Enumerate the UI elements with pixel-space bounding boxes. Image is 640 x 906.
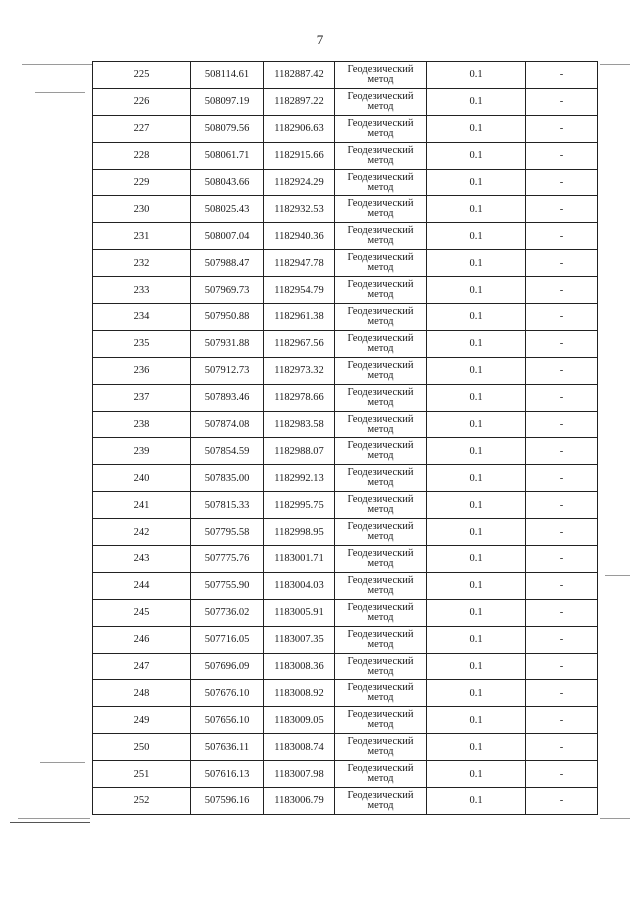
accuracy-cell: 0.1 [427,546,526,573]
note-cell: - [526,62,598,89]
scan-artifact-left-3 [40,762,85,763]
table-row [93,115,598,142]
point-number-cell: 232 [93,250,191,277]
method-line-1: Геодезический [347,521,414,533]
y-coordinate-cell: 1182961.38 [264,304,335,331]
point-number-cell: 245 [93,599,191,626]
y-coordinate-cell: 1182992.13 [264,465,335,492]
y-coordinate-cell: 1182924.29 [264,169,335,196]
point-number-cell: 251 [93,761,191,788]
y-coordinate-cell: 1183005.91 [264,599,335,626]
method-cell [335,599,427,626]
scan-artifact-left-4 [18,818,90,819]
y-coordinate-cell: 1183008.74 [264,734,335,761]
method-line-1: Геодезический [347,413,414,425]
x-coordinate-cell: 507893.46 [191,384,264,411]
accuracy-cell: 0.1 [427,626,526,653]
method-line-2: метод [367,127,394,139]
x-coordinate-cell: 507676.10 [191,680,264,707]
method-line-1: Геодезический [347,763,414,775]
method-line-2: метод [367,181,394,193]
method-line-1: Геодезический [347,386,414,398]
accuracy-cell: 0.1 [427,680,526,707]
method-line-2: метод [367,100,394,112]
table-row [93,626,598,653]
y-coordinate-cell: 1183004.03 [264,572,335,599]
method-line-1: Геодезический [347,117,414,129]
note-cell: - [526,626,598,653]
coordinates-table [92,61,598,815]
y-coordinate-cell: 1183001.71 [264,546,335,573]
method-cell [335,142,427,169]
method-line-2: метод [367,235,394,247]
table-row [93,411,598,438]
note-cell: - [526,761,598,788]
point-number-cell: 247 [93,653,191,680]
y-coordinate-cell: 1182954.79 [264,277,335,304]
y-coordinate-cell: 1182995.75 [264,492,335,519]
x-coordinate-cell: 507616.13 [191,761,264,788]
method-cell [335,519,427,546]
method-cell [335,626,427,653]
point-number-cell: 230 [93,196,191,223]
y-coordinate-cell: 1182915.66 [264,142,335,169]
y-coordinate-cell: 1182906.63 [264,115,335,142]
method-line-2: метод [367,799,394,811]
y-coordinate-cell: 1182932.53 [264,196,335,223]
table-row [93,142,598,169]
x-coordinate-cell: 507988.47 [191,250,264,277]
accuracy-cell: 0.1 [427,707,526,734]
accuracy-cell: 0.1 [427,142,526,169]
point-number-cell: 233 [93,277,191,304]
x-coordinate-cell: 507815.33 [191,492,264,519]
y-coordinate-cell: 1182947.78 [264,250,335,277]
method-cell [335,653,427,680]
y-coordinate-cell: 1182887.42 [264,62,335,89]
note-cell: - [526,492,598,519]
method-cell [335,357,427,384]
method-line-1: Геодезический [347,736,414,748]
method-line-2: метод [367,262,394,274]
scan-artifact-right-2 [605,575,630,576]
y-coordinate-cell: 1183009.05 [264,707,335,734]
table-row [93,546,598,573]
x-coordinate-cell: 507636.11 [191,734,264,761]
y-coordinate-cell: 1182973.32 [264,357,335,384]
accuracy-cell: 0.1 [427,357,526,384]
note-cell: - [526,277,598,304]
table-row [93,599,598,626]
y-coordinate-cell: 1182988.07 [264,438,335,465]
table-row [93,680,598,707]
accuracy-cell: 0.1 [427,572,526,599]
accuracy-cell: 0.1 [427,304,526,331]
method-cell [335,438,427,465]
method-line-2: метод [367,289,394,301]
note-cell: - [526,653,598,680]
method-line-1: Геодезический [347,63,414,75]
accuracy-cell: 0.1 [427,465,526,492]
method-cell [335,680,427,707]
method-cell [335,707,427,734]
table-row [93,304,598,331]
accuracy-cell: 0.1 [427,492,526,519]
point-number-cell: 229 [93,169,191,196]
accuracy-cell: 0.1 [427,115,526,142]
table-row [93,438,598,465]
table-row [93,465,598,492]
method-line-1: Геодезический [347,547,414,559]
accuracy-cell: 0.1 [427,277,526,304]
method-line-1: Геодезический [347,440,414,452]
page-number: 7 [316,32,324,47]
point-number-cell: 252 [93,788,191,815]
table-row [93,88,598,115]
note-cell: - [526,788,598,815]
note-cell: - [526,223,598,250]
method-line-2: метод [367,154,394,166]
table-row [93,384,598,411]
point-number-cell: 241 [93,492,191,519]
method-line-2: метод [367,719,394,731]
x-coordinate-cell: 507912.73 [191,357,264,384]
accuracy-cell: 0.1 [427,88,526,115]
note-cell: - [526,250,598,277]
x-coordinate-cell: 507931.88 [191,330,264,357]
y-coordinate-cell: 1183008.92 [264,680,335,707]
x-coordinate-cell: 507755.90 [191,572,264,599]
x-coordinate-cell: 507596.16 [191,788,264,815]
x-coordinate-cell: 507656.10 [191,707,264,734]
method-line-1: Геодезический [347,198,414,210]
method-cell [335,250,427,277]
method-cell [335,492,427,519]
point-number-cell: 248 [93,680,191,707]
table-row [93,196,598,223]
scan-artifact-left-2 [35,92,85,93]
note-cell: - [526,330,598,357]
method-cell [335,465,427,492]
y-coordinate-cell: 1183008.36 [264,653,335,680]
method-line-2: метод [367,477,394,489]
accuracy-cell: 0.1 [427,734,526,761]
method-cell [335,277,427,304]
y-coordinate-cell: 1183007.35 [264,626,335,653]
method-line-1: Геодезический [347,90,414,102]
point-number-cell: 234 [93,304,191,331]
point-number-cell: 250 [93,734,191,761]
method-line-2: метод [367,638,394,650]
method-line-1: Геодезический [347,682,414,694]
point-number-cell: 237 [93,384,191,411]
point-number-cell: 225 [93,62,191,89]
table-row [93,277,598,304]
accuracy-cell: 0.1 [427,761,526,788]
method-line-1: Геодезический [347,574,414,586]
method-line-1: Геодезический [347,601,414,613]
point-number-cell: 236 [93,357,191,384]
x-coordinate-cell: 507969.73 [191,277,264,304]
table-row [93,734,598,761]
table-row [93,169,598,196]
method-line-1: Геодезический [347,279,414,291]
table-row [93,653,598,680]
method-line-1: Геодезический [347,171,414,183]
scan-artifact-right-1 [600,64,630,65]
method-cell [335,304,427,331]
note-cell: - [526,734,598,761]
method-line-2: метод [367,531,394,543]
method-cell [335,115,427,142]
method-line-2: метод [367,504,394,516]
method-line-2: метод [367,746,394,758]
x-coordinate-cell: 507696.09 [191,653,264,680]
method-cell [335,384,427,411]
method-cell [335,62,427,89]
accuracy-cell: 0.1 [427,330,526,357]
accuracy-cell: 0.1 [427,384,526,411]
point-number-cell: 227 [93,115,191,142]
method-line-2: метод [367,450,394,462]
method-line-1: Геодезический [347,225,414,237]
method-line-1: Геодезический [347,628,414,640]
accuracy-cell: 0.1 [427,519,526,546]
method-line-2: метод [367,692,394,704]
method-line-1: Геодезический [347,467,414,479]
table-row [93,62,598,89]
note-cell: - [526,572,598,599]
method-line-2: метод [367,315,394,327]
accuracy-cell: 0.1 [427,653,526,680]
note-cell: - [526,519,598,546]
coordinates-table-body [93,62,598,815]
table-row [93,707,598,734]
method-line-2: метод [367,665,394,677]
method-cell [335,330,427,357]
method-cell [335,788,427,815]
accuracy-cell: 0.1 [427,169,526,196]
point-number-cell: 240 [93,465,191,492]
y-coordinate-cell: 1182897.22 [264,88,335,115]
x-coordinate-cell: 508007.04 [191,223,264,250]
method-line-2: метод [367,369,394,381]
accuracy-cell: 0.1 [427,788,526,815]
point-number-cell: 243 [93,546,191,573]
scan-artifact-bottom [10,822,90,823]
note-cell: - [526,680,598,707]
y-coordinate-cell: 1182983.58 [264,411,335,438]
table-row [93,330,598,357]
x-coordinate-cell: 508079.56 [191,115,264,142]
scan-artifact-left-1 [22,64,92,65]
table-row [93,572,598,599]
y-coordinate-cell: 1182978.66 [264,384,335,411]
x-coordinate-cell: 507854.59 [191,438,264,465]
method-line-2: метод [367,396,394,408]
note-cell: - [526,438,598,465]
x-coordinate-cell: 508025.43 [191,196,264,223]
point-number-cell: 244 [93,572,191,599]
note-cell: - [526,465,598,492]
y-coordinate-cell: 1182940.36 [264,223,335,250]
point-number-cell: 226 [93,88,191,115]
method-line-1: Геодезический [347,789,414,801]
method-cell [335,223,427,250]
x-coordinate-cell: 507736.02 [191,599,264,626]
y-coordinate-cell: 1183006.79 [264,788,335,815]
x-coordinate-cell: 508114.61 [191,62,264,89]
method-line-1: Геодезический [347,144,414,156]
method-cell [335,761,427,788]
point-number-cell: 238 [93,411,191,438]
method-line-2: метод [367,208,394,220]
note-cell: - [526,357,598,384]
accuracy-cell: 0.1 [427,411,526,438]
accuracy-cell: 0.1 [427,223,526,250]
method-line-2: метод [367,73,394,85]
method-line-1: Геодезический [347,252,414,264]
method-line-1: Геодезический [347,332,414,344]
method-line-1: Геодезический [347,305,414,317]
table-row [93,788,598,815]
method-line-2: метод [367,423,394,435]
accuracy-cell: 0.1 [427,438,526,465]
x-coordinate-cell: 507775.76 [191,546,264,573]
method-cell [335,734,427,761]
x-coordinate-cell: 508097.19 [191,88,264,115]
x-coordinate-cell: 507874.08 [191,411,264,438]
note-cell: - [526,411,598,438]
method-line-1: Геодезический [347,655,414,667]
note-cell: - [526,196,598,223]
x-coordinate-cell: 507795.58 [191,519,264,546]
note-cell: - [526,707,598,734]
method-cell [335,572,427,599]
method-line-1: Геодезический [347,359,414,371]
method-cell [335,196,427,223]
point-number-cell: 246 [93,626,191,653]
point-number-cell: 242 [93,519,191,546]
method-cell [335,88,427,115]
method-line-2: метод [367,584,394,596]
method-line-2: метод [367,773,394,785]
x-coordinate-cell: 507716.05 [191,626,264,653]
scan-artifact-right-3 [600,818,630,819]
method-cell [335,411,427,438]
note-cell: - [526,142,598,169]
note-cell: - [526,88,598,115]
accuracy-cell: 0.1 [427,62,526,89]
method-line-2: метод [367,611,394,623]
table-row [93,492,598,519]
note-cell: - [526,169,598,196]
method-line-2: метод [367,557,394,569]
method-cell [335,546,427,573]
point-number-cell: 228 [93,142,191,169]
table-row [93,250,598,277]
x-coordinate-cell: 508043.66 [191,169,264,196]
x-coordinate-cell: 507835.00 [191,465,264,492]
point-number-cell: 239 [93,438,191,465]
accuracy-cell: 0.1 [427,196,526,223]
note-cell: - [526,304,598,331]
table-row [93,357,598,384]
note-cell: - [526,546,598,573]
point-number-cell: 231 [93,223,191,250]
note-cell: - [526,599,598,626]
note-cell: - [526,115,598,142]
accuracy-cell: 0.1 [427,599,526,626]
table-row [93,519,598,546]
note-cell: - [526,384,598,411]
x-coordinate-cell: 508061.71 [191,142,264,169]
method-line-1: Геодезический [347,494,414,506]
point-number-cell: 235 [93,330,191,357]
method-line-1: Геодезический [347,709,414,721]
x-coordinate-cell: 507950.88 [191,304,264,331]
accuracy-cell: 0.1 [427,250,526,277]
table-row [93,761,598,788]
point-number-cell: 249 [93,707,191,734]
y-coordinate-cell: 1182967.56 [264,330,335,357]
method-cell [335,169,427,196]
y-coordinate-cell: 1182998.95 [264,519,335,546]
method-line-2: метод [367,342,394,354]
y-coordinate-cell: 1183007.98 [264,761,335,788]
table-row [93,223,598,250]
